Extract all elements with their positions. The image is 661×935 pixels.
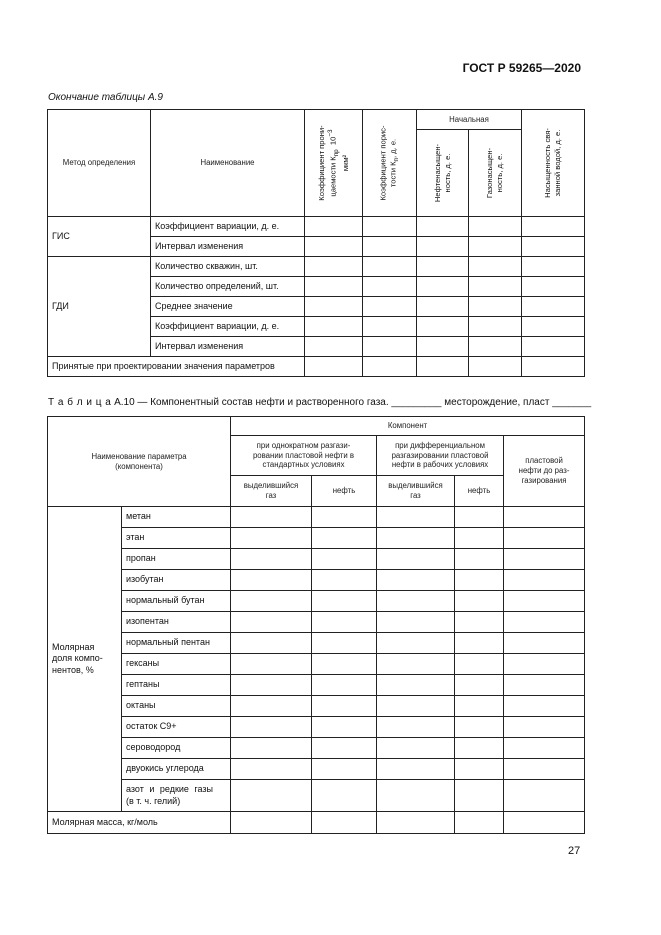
component-label: пропан: [122, 549, 231, 570]
component-label: гептаны: [122, 675, 231, 696]
component-label: нормальный пентан: [122, 633, 231, 654]
method-cell: ГИС: [48, 217, 151, 257]
row-label: Среднее значение: [151, 297, 305, 317]
component-header: Компонент: [231, 417, 585, 436]
col-gas-saturation-header: Газонасыщен- ность, д. е.: [469, 130, 522, 217]
component-label: изопентан: [122, 612, 231, 633]
method-cell: ГДИ: [48, 257, 151, 357]
diff-degassing-header: при дифференциальном разгазировании пластовой нефти в рабочих условиях: [377, 436, 504, 476]
col-method-header: Метод определения: [48, 110, 151, 217]
oil-header-2: нефть: [455, 476, 504, 507]
row-label: Интервал изменения: [151, 337, 305, 357]
col-name-header: Наименование: [151, 110, 305, 217]
param-header: Наименование параметра (компонента): [48, 417, 231, 507]
table1-caption: Окончание таблицы А.9: [48, 92, 163, 103]
table2-caption: Т а б л и ц а А.10 — Компонентный состав нефти и растворенного газа. _________ месторождение, пласт _______: [48, 397, 592, 408]
component-label: двуокись углерода: [122, 759, 231, 780]
component-label: гексаны: [122, 654, 231, 675]
row-label: Коэффициент вариации, д. е.: [151, 217, 305, 237]
table-a10: [47, 416, 585, 834]
col-initial-header: Начальная: [417, 110, 522, 130]
component-label: изобутан: [122, 570, 231, 591]
reservoir-oil-header: пластовой нефти до раз- газирования: [504, 436, 585, 507]
standard-number: ГОСТ Р 59265—2020: [462, 61, 581, 75]
released-gas-header-2: выделившийся газ: [377, 476, 455, 507]
col-water-header: Насыщенность свя- занной водой, д. е.: [522, 110, 585, 217]
molar-fraction-label: Молярная доля компо- нентов, %: [48, 507, 122, 812]
table-a9: [47, 109, 585, 377]
row-label: Количество скважин, шт.: [151, 257, 305, 277]
released-gas-header: выделившийся газ: [231, 476, 312, 507]
component-label: октаны: [122, 696, 231, 717]
page-number: 27: [568, 845, 581, 857]
row-label: Количество определений, шт.: [151, 277, 305, 297]
component-label: сероводород: [122, 738, 231, 759]
col-permeability-header: Коэффициент прони- цаемости $К_{пр}$ $10^{-3}$ мкм²: [305, 110, 363, 217]
table1-footer: Принятые при проектировании значения параметров: [48, 357, 305, 377]
row-label: Коэффициент вариации, д. е.: [151, 317, 305, 337]
table2-footer: Молярная масса, кг/моль: [48, 812, 231, 834]
component-label: этан: [122, 528, 231, 549]
oil-header: нефть: [312, 476, 377, 507]
col-porosity-header: Коэффициент порис- тости $К_п$, д. е.: [363, 110, 417, 217]
single-degassing-header: при однократном разгази- ровании пластовой нефти в стандартных условиях: [231, 436, 377, 476]
component-label: нормальный бутан: [122, 591, 231, 612]
row-label: Интервал изменения: [151, 237, 305, 257]
component-label: азот и редкие газы (в т. ч. гелий): [122, 780, 231, 812]
col-oil-saturation-header: Нефтенасыщен- ность, д. е.: [417, 130, 469, 217]
component-label: метан: [122, 507, 231, 528]
component-label: остаток С9+: [122, 717, 231, 738]
